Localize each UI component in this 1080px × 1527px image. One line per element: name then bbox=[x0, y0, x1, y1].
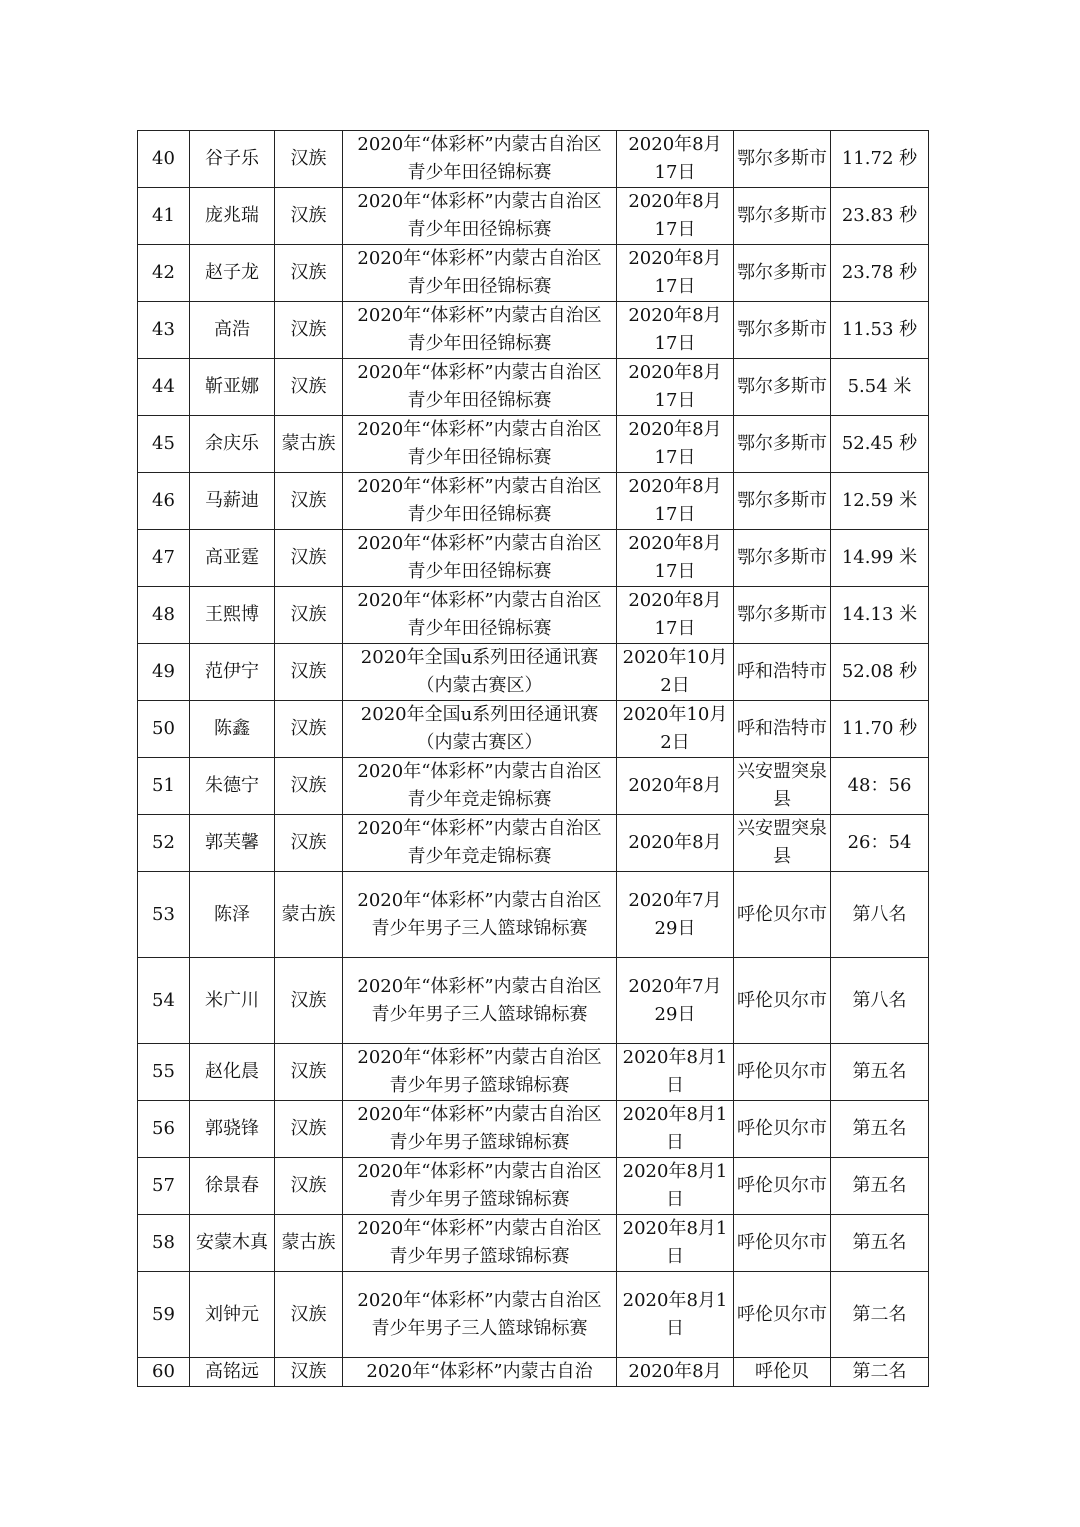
ethnicity-cell: 汉族 bbox=[275, 1272, 343, 1358]
table-row bbox=[138, 359, 929, 416]
table-row bbox=[138, 1044, 929, 1101]
event-name-cell: 2020年“体彩杯”内蒙古自治区青少年田径锦标赛 bbox=[343, 359, 617, 416]
row-number-cell: 54 bbox=[138, 958, 190, 1044]
table-row bbox=[138, 815, 929, 872]
result-cell: 第八名 bbox=[831, 872, 929, 958]
date-cell: 2020年8月1日 bbox=[617, 1044, 734, 1101]
result-cell: 14.99 米 bbox=[831, 530, 929, 587]
location-cell: 呼和浩特市 bbox=[734, 644, 831, 701]
location-cell: 兴安盟突泉县 bbox=[734, 815, 831, 872]
ethnicity-cell: 汉族 bbox=[275, 245, 343, 302]
event-name-cell: 2020年“体彩杯”内蒙古自治区青少年男子篮球锦标赛 bbox=[343, 1158, 617, 1215]
location-cell: 鄂尔多斯市 bbox=[734, 587, 831, 644]
ethnicity-cell: 汉族 bbox=[275, 815, 343, 872]
result-cell: 第五名 bbox=[831, 1215, 929, 1272]
athlete-name-cell: 范伊宁 bbox=[190, 644, 275, 701]
row-number-cell: 40 bbox=[138, 131, 190, 188]
result-cell: 26：54 bbox=[831, 815, 929, 872]
table-row bbox=[138, 188, 929, 245]
row-number-cell: 50 bbox=[138, 701, 190, 758]
row-number-cell: 45 bbox=[138, 416, 190, 473]
result-cell: 第二名 bbox=[831, 1272, 929, 1358]
result-cell: 23.78 秒 bbox=[831, 245, 929, 302]
event-name-cell: 2020年“体彩杯”内蒙古自治区青少年男子篮球锦标赛 bbox=[343, 1215, 617, 1272]
row-number-cell: 57 bbox=[138, 1158, 190, 1215]
ethnicity-cell: 汉族 bbox=[275, 758, 343, 815]
row-number-cell: 46 bbox=[138, 473, 190, 530]
location-cell: 鄂尔多斯市 bbox=[734, 473, 831, 530]
row-number-cell: 59 bbox=[138, 1272, 190, 1358]
date-cell: 2020年8月17日 bbox=[617, 359, 734, 416]
athlete-name-cell: 王熙博 bbox=[190, 587, 275, 644]
result-cell: 11.72 秒 bbox=[831, 131, 929, 188]
ethnicity-cell: 蒙古族 bbox=[275, 416, 343, 473]
date-cell: 2020年8月 bbox=[617, 758, 734, 815]
date-cell: 2020年8月17日 bbox=[617, 587, 734, 644]
location-cell: 鄂尔多斯市 bbox=[734, 416, 831, 473]
athlete-name-cell: 余庆乐 bbox=[190, 416, 275, 473]
row-number-cell: 58 bbox=[138, 1215, 190, 1272]
ethnicity-cell: 汉族 bbox=[275, 473, 343, 530]
date-cell: 2020年10月2日 bbox=[617, 701, 734, 758]
table-row bbox=[138, 644, 929, 701]
event-name-cell: 2020年“体彩杯”内蒙古自治区青少年田径锦标赛 bbox=[343, 587, 617, 644]
date-cell: 2020年8月17日 bbox=[617, 530, 734, 587]
location-cell: 呼和浩特市 bbox=[734, 701, 831, 758]
row-number-cell: 47 bbox=[138, 530, 190, 587]
ethnicity-cell: 蒙古族 bbox=[275, 1215, 343, 1272]
date-cell: 2020年8月1日 bbox=[617, 1215, 734, 1272]
event-name-cell: 2020年“体彩杯”内蒙古自治区青少年男子三人篮球锦标赛 bbox=[343, 872, 617, 958]
row-number-cell: 48 bbox=[138, 587, 190, 644]
ethnicity-cell: 汉族 bbox=[275, 1101, 343, 1158]
row-number-cell: 41 bbox=[138, 188, 190, 245]
event-name-cell: 2020年全国u系列田径通讯赛（内蒙古赛区） bbox=[343, 644, 617, 701]
date-cell: 2020年8月17日 bbox=[617, 302, 734, 359]
ethnicity-cell: 汉族 bbox=[275, 701, 343, 758]
location-cell: 兴安盟突泉县 bbox=[734, 758, 831, 815]
athlete-name-cell: 徐景春 bbox=[190, 1158, 275, 1215]
ethnicity-cell: 汉族 bbox=[275, 188, 343, 245]
table-row bbox=[138, 131, 929, 188]
athlete-name-cell: 赵化晨 bbox=[190, 1044, 275, 1101]
results-table bbox=[137, 130, 929, 1387]
athlete-name-cell: 陈泽 bbox=[190, 872, 275, 958]
date-cell: 2020年10月2日 bbox=[617, 644, 734, 701]
athlete-name-cell: 高亚霆 bbox=[190, 530, 275, 587]
row-number-cell: 55 bbox=[138, 1044, 190, 1101]
table-row bbox=[138, 701, 929, 758]
row-number-cell: 49 bbox=[138, 644, 190, 701]
row-number-cell: 52 bbox=[138, 815, 190, 872]
row-number-cell: 60 bbox=[138, 1358, 190, 1387]
event-name-cell: 2020年“体彩杯”内蒙古自治区青少年田径锦标赛 bbox=[343, 416, 617, 473]
event-name-cell: 2020年“体彩杯”内蒙古自治区青少年田径锦标赛 bbox=[343, 302, 617, 359]
date-cell: 2020年8月1日 bbox=[617, 1272, 734, 1358]
location-cell: 呼伦贝尔市 bbox=[734, 1044, 831, 1101]
table-row bbox=[138, 416, 929, 473]
ethnicity-cell: 汉族 bbox=[275, 644, 343, 701]
location-cell: 鄂尔多斯市 bbox=[734, 188, 831, 245]
location-cell: 呼伦贝尔市 bbox=[734, 1101, 831, 1158]
date-cell: 2020年8月1日 bbox=[617, 1101, 734, 1158]
table-row bbox=[138, 245, 929, 302]
result-cell: 5.54 米 bbox=[831, 359, 929, 416]
row-number-cell: 43 bbox=[138, 302, 190, 359]
athlete-name-cell: 赵子龙 bbox=[190, 245, 275, 302]
location-cell: 呼伦贝尔市 bbox=[734, 1215, 831, 1272]
event-name-cell: 2020年全国u系列田径通讯赛（内蒙古赛区） bbox=[343, 701, 617, 758]
result-cell: 第五名 bbox=[831, 1044, 929, 1101]
result-cell: 23.83 秒 bbox=[831, 188, 929, 245]
table-row bbox=[138, 1358, 929, 1387]
result-cell: 11.70 秒 bbox=[831, 701, 929, 758]
athlete-name-cell: 庞兆瑞 bbox=[190, 188, 275, 245]
athlete-name-cell: 高铭远 bbox=[190, 1358, 275, 1387]
athlete-name-cell: 米广川 bbox=[190, 958, 275, 1044]
location-cell: 呼伦贝尔市 bbox=[734, 1158, 831, 1215]
table-row bbox=[138, 758, 929, 815]
result-cell: 14.13 米 bbox=[831, 587, 929, 644]
result-cell: 第五名 bbox=[831, 1158, 929, 1215]
athlete-name-cell: 刘钟元 bbox=[190, 1272, 275, 1358]
event-name-cell: 2020年“体彩杯”内蒙古自治区青少年田径锦标赛 bbox=[343, 530, 617, 587]
results-table-body bbox=[138, 131, 929, 1387]
table-row bbox=[138, 1215, 929, 1272]
table-row bbox=[138, 872, 929, 958]
table-row bbox=[138, 1158, 929, 1215]
table-row bbox=[138, 958, 929, 1044]
athlete-name-cell: 郭芙馨 bbox=[190, 815, 275, 872]
date-cell: 2020年8月17日 bbox=[617, 473, 734, 530]
ethnicity-cell: 汉族 bbox=[275, 1044, 343, 1101]
event-name-cell: 2020年“体彩杯”内蒙古自治区青少年田径锦标赛 bbox=[343, 188, 617, 245]
date-cell: 2020年7月29日 bbox=[617, 872, 734, 958]
event-name-cell: 2020年“体彩杯”内蒙古自治区青少年竞走锦标赛 bbox=[343, 758, 617, 815]
location-cell: 呼伦贝尔市 bbox=[734, 958, 831, 1044]
event-name-cell: 2020年“体彩杯”内蒙古自治 bbox=[343, 1358, 617, 1387]
result-cell: 52.08 秒 bbox=[831, 644, 929, 701]
event-name-cell: 2020年“体彩杯”内蒙古自治区青少年男子三人篮球锦标赛 bbox=[343, 1272, 617, 1358]
location-cell: 呼伦贝 bbox=[734, 1358, 831, 1387]
ethnicity-cell: 蒙古族 bbox=[275, 872, 343, 958]
result-cell: 48：56 bbox=[831, 758, 929, 815]
row-number-cell: 44 bbox=[138, 359, 190, 416]
location-cell: 鄂尔多斯市 bbox=[734, 359, 831, 416]
date-cell: 2020年8月17日 bbox=[617, 131, 734, 188]
event-name-cell: 2020年“体彩杯”内蒙古自治区青少年男子三人篮球锦标赛 bbox=[343, 958, 617, 1044]
date-cell: 2020年7月29日 bbox=[617, 958, 734, 1044]
athlete-name-cell: 高浩 bbox=[190, 302, 275, 359]
date-cell: 2020年8月17日 bbox=[617, 245, 734, 302]
event-name-cell: 2020年“体彩杯”内蒙古自治区青少年田径锦标赛 bbox=[343, 131, 617, 188]
ethnicity-cell: 汉族 bbox=[275, 359, 343, 416]
event-name-cell: 2020年“体彩杯”内蒙古自治区青少年竞走锦标赛 bbox=[343, 815, 617, 872]
row-number-cell: 42 bbox=[138, 245, 190, 302]
athlete-name-cell: 谷子乐 bbox=[190, 131, 275, 188]
table-row bbox=[138, 473, 929, 530]
row-number-cell: 51 bbox=[138, 758, 190, 815]
result-cell: 12.59 米 bbox=[831, 473, 929, 530]
athlete-name-cell: 靳亚娜 bbox=[190, 359, 275, 416]
athlete-name-cell: 马薪迪 bbox=[190, 473, 275, 530]
date-cell: 2020年8月 bbox=[617, 1358, 734, 1387]
athlete-name-cell: 陈鑫 bbox=[190, 701, 275, 758]
ethnicity-cell: 汉族 bbox=[275, 587, 343, 644]
date-cell: 2020年8月1日 bbox=[617, 1158, 734, 1215]
result-cell: 第五名 bbox=[831, 1101, 929, 1158]
table-row bbox=[138, 1101, 929, 1158]
location-cell: 鄂尔多斯市 bbox=[734, 131, 831, 188]
event-name-cell: 2020年“体彩杯”内蒙古自治区青少年男子篮球锦标赛 bbox=[343, 1101, 617, 1158]
location-cell: 鄂尔多斯市 bbox=[734, 530, 831, 587]
row-number-cell: 53 bbox=[138, 872, 190, 958]
ethnicity-cell: 汉族 bbox=[275, 530, 343, 587]
event-name-cell: 2020年“体彩杯”内蒙古自治区青少年田径锦标赛 bbox=[343, 473, 617, 530]
ethnicity-cell: 汉族 bbox=[275, 958, 343, 1044]
date-cell: 2020年8月17日 bbox=[617, 416, 734, 473]
ethnicity-cell: 汉族 bbox=[275, 1358, 343, 1387]
ethnicity-cell: 汉族 bbox=[275, 1158, 343, 1215]
ethnicity-cell: 汉族 bbox=[275, 302, 343, 359]
athlete-name-cell: 朱德宁 bbox=[190, 758, 275, 815]
event-name-cell: 2020年“体彩杯”内蒙古自治区青少年田径锦标赛 bbox=[343, 245, 617, 302]
date-cell: 2020年8月17日 bbox=[617, 188, 734, 245]
result-cell: 11.53 秒 bbox=[831, 302, 929, 359]
row-number-cell: 56 bbox=[138, 1101, 190, 1158]
result-cell: 第二名 bbox=[831, 1358, 929, 1387]
table-row bbox=[138, 1272, 929, 1358]
result-cell: 52.45 秒 bbox=[831, 416, 929, 473]
location-cell: 呼伦贝尔市 bbox=[734, 872, 831, 958]
result-cell: 第八名 bbox=[831, 958, 929, 1044]
location-cell: 鄂尔多斯市 bbox=[734, 302, 831, 359]
ethnicity-cell: 汉族 bbox=[275, 131, 343, 188]
date-cell: 2020年8月 bbox=[617, 815, 734, 872]
athlete-name-cell: 郭骁锋 bbox=[190, 1101, 275, 1158]
table-row bbox=[138, 530, 929, 587]
table-row bbox=[138, 587, 929, 644]
location-cell: 鄂尔多斯市 bbox=[734, 245, 831, 302]
event-name-cell: 2020年“体彩杯”内蒙古自治区青少年男子篮球锦标赛 bbox=[343, 1044, 617, 1101]
athlete-name-cell: 安蒙木真 bbox=[190, 1215, 275, 1272]
table-row bbox=[138, 302, 929, 359]
location-cell: 呼伦贝尔市 bbox=[734, 1272, 831, 1358]
